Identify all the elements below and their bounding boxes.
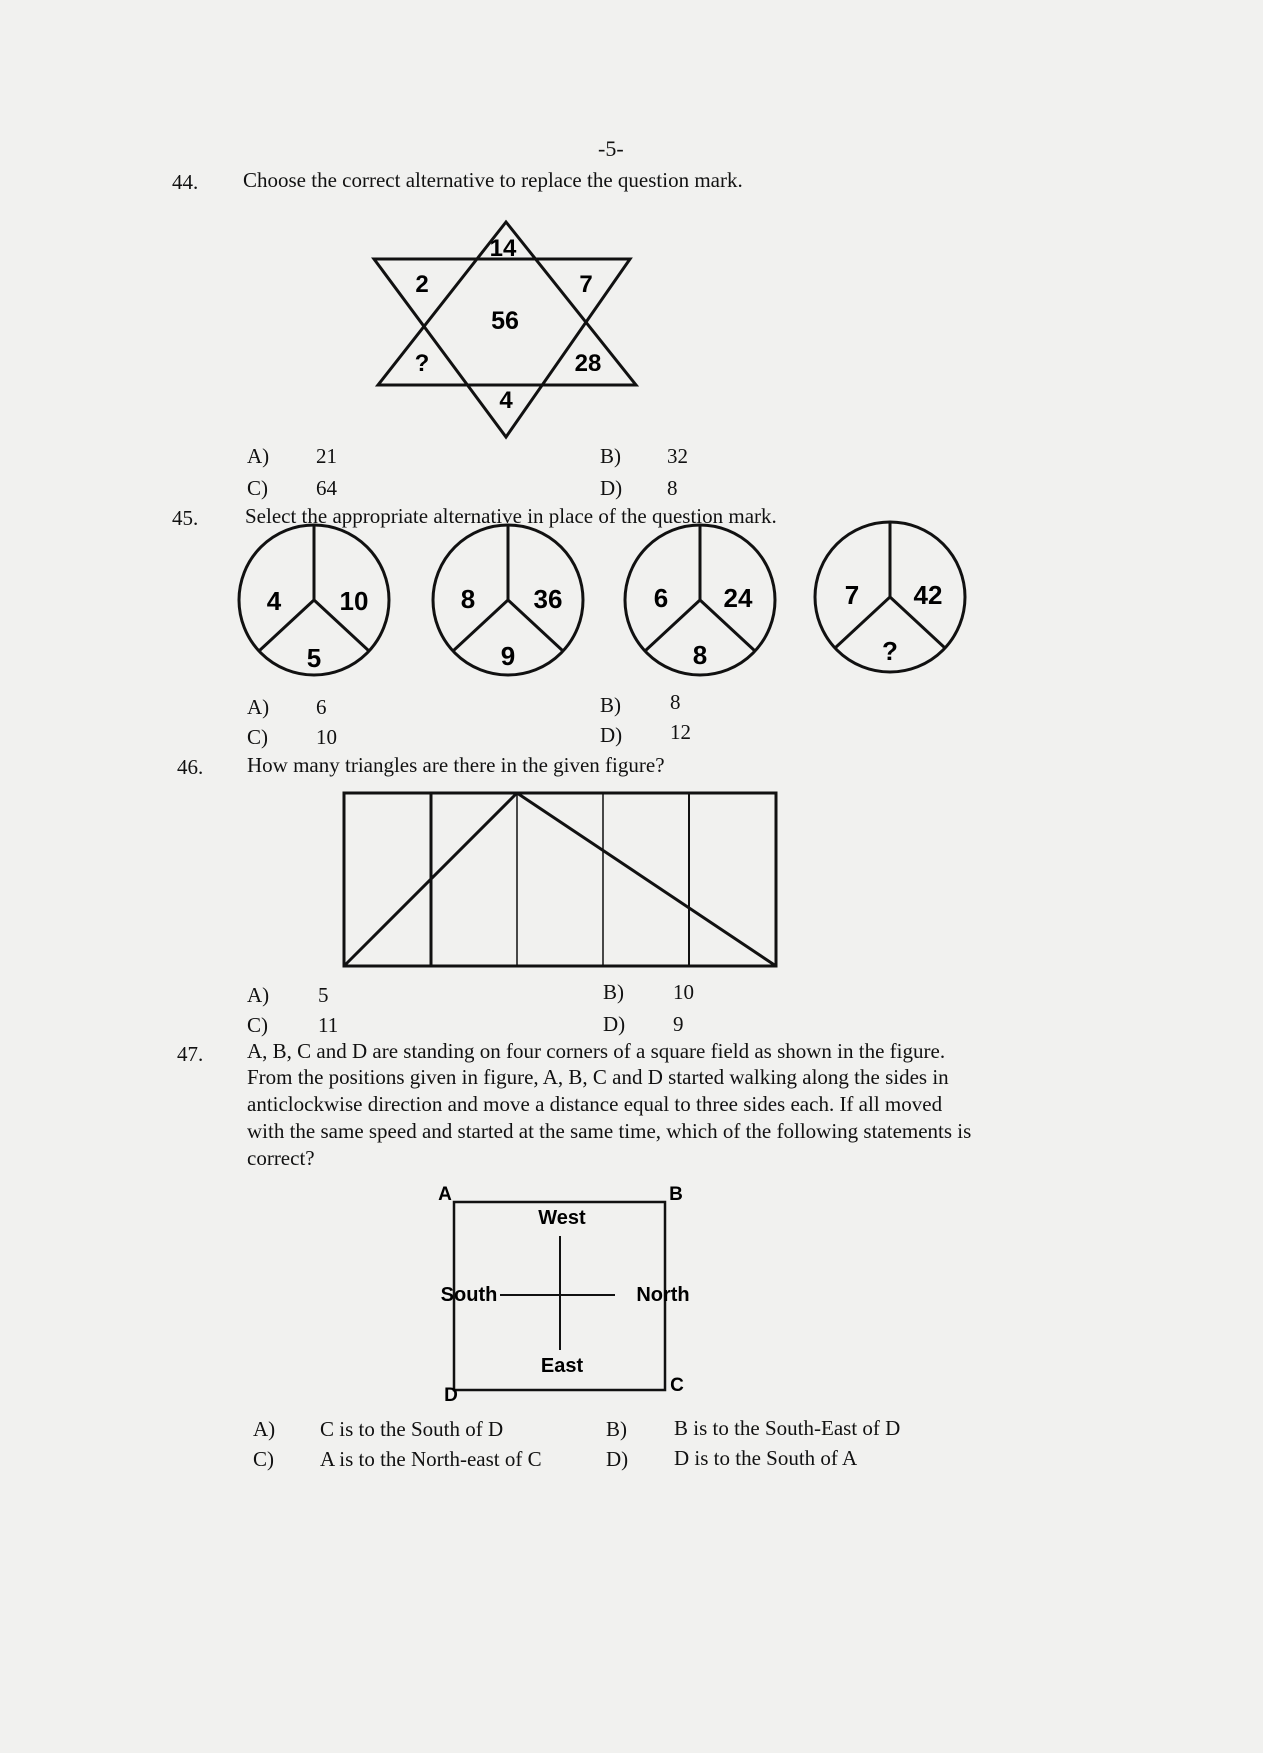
north-label: North: [636, 1284, 690, 1306]
q44-option-c-label: C): [247, 476, 268, 500]
q46-option-b-label: B): [603, 980, 624, 1004]
question-44-text: Choose the correct alternative to replace the question mark.: [243, 168, 743, 192]
q47-option-b-value[interactable]: B is to the South-East of D: [674, 1416, 901, 1440]
q46-option-c-value[interactable]: 11: [318, 1013, 339, 1037]
star-top-number: 14: [489, 235, 517, 262]
circle-4-left-number: 7: [844, 580, 860, 610]
question-45-number: 45.: [172, 506, 199, 530]
q45-option-d-value[interactable]: 12: [670, 720, 691, 744]
corner-a-label: A: [438, 1184, 452, 1205]
q45-option-a-label: A): [247, 695, 270, 719]
star-upper-right-number: 7: [579, 271, 593, 298]
corner-b-label: B: [669, 1184, 683, 1205]
question-47-line-2: From the positions given in figure, A, B, C and D started walking along the sides in: [247, 1065, 949, 1089]
q44-option-c-value[interactable]: 64: [316, 476, 337, 500]
circle-2-right-number: 36: [533, 584, 563, 614]
question-45-text: Select the appropriate alternative in place of the question mark.: [245, 504, 777, 528]
q46-option-a-value[interactable]: 5: [318, 983, 329, 1007]
corner-d-label: D: [444, 1385, 458, 1406]
q44-option-d-label: D): [600, 476, 623, 500]
question-44-number: 44.: [172, 170, 199, 194]
q45-option-b-label: B): [600, 693, 621, 717]
question-47-line-1: A, B, C and D are standing on four corners of a square field as shown in the figure.: [247, 1039, 946, 1063]
circle-1-left-number: 4: [266, 586, 282, 616]
q44-option-a-value[interactable]: 21: [316, 444, 337, 468]
q45-option-c-label: C): [247, 725, 268, 749]
q47-option-b-label: B): [606, 1417, 627, 1441]
q45-option-b-value[interactable]: 8: [670, 690, 681, 714]
circle-3-bottom-number: 8: [692, 640, 708, 670]
star-lower-right-number: 28: [574, 350, 602, 377]
q44-option-a-label: A): [247, 444, 270, 468]
q46-option-d-label: D): [603, 1012, 626, 1036]
circle-3-left-number: 6: [653, 583, 669, 613]
west-label: West: [538, 1207, 586, 1229]
q47-option-d-label: D): [606, 1447, 629, 1471]
question-46-text: How many triangles are there in the given figure?: [247, 753, 665, 777]
q46-option-c-label: C): [247, 1013, 268, 1037]
q44-option-d-value[interactable]: 8: [667, 476, 678, 500]
circle-4-right-number: 42: [913, 580, 943, 610]
q47-option-a-label: A): [253, 1417, 276, 1441]
q44-option-b-value[interactable]: 32: [667, 444, 688, 468]
corner-c-label: C: [670, 1375, 684, 1396]
q45-option-d-label: D): [600, 723, 623, 747]
circle-3-right-number: 24: [723, 583, 753, 613]
question-47-line-4: with the same speed and started at the same time, which of the following statements is: [247, 1119, 972, 1143]
question-46-number: 46.: [177, 755, 204, 779]
q47-option-c-value[interactable]: A is to the North-east of C: [320, 1447, 542, 1471]
star-lower-left-question: ?: [414, 350, 430, 377]
circle-2-left-number: 8: [460, 584, 476, 614]
q46-option-b-value[interactable]: 10: [673, 980, 694, 1004]
question-47-number: 47.: [177, 1042, 204, 1066]
q47-option-c-label: C): [253, 1447, 274, 1471]
q45-option-c-value[interactable]: 10: [316, 725, 337, 749]
q44-option-b-label: B): [600, 444, 621, 468]
circle-2-bottom-number: 9: [500, 641, 516, 671]
south-label: South: [440, 1284, 498, 1306]
q45-option-a-value[interactable]: 6: [316, 695, 327, 719]
question-47-line-5: correct?: [247, 1146, 315, 1170]
q46-option-a-label: A): [247, 983, 270, 1007]
q46-option-d-value[interactable]: 9: [673, 1012, 684, 1036]
circle-4-bottom-question: ?: [882, 636, 898, 666]
q47-option-a-value[interactable]: C is to the South of D: [320, 1417, 504, 1441]
star-bottom-number: 4: [499, 387, 513, 414]
star-center-number: 56: [491, 307, 519, 335]
east-label: East: [540, 1355, 584, 1377]
page-number: -5-: [598, 136, 624, 161]
circle-1-right-number: 10: [339, 586, 369, 616]
q47-option-d-value[interactable]: D is to the South of A: [674, 1446, 858, 1470]
circle-1-bottom-number: 5: [306, 643, 322, 673]
star-upper-left-number: 2: [415, 271, 429, 298]
question-47-line-3: anticlockwise direction and move a distance equal to three sides each. If all moved: [247, 1092, 943, 1116]
